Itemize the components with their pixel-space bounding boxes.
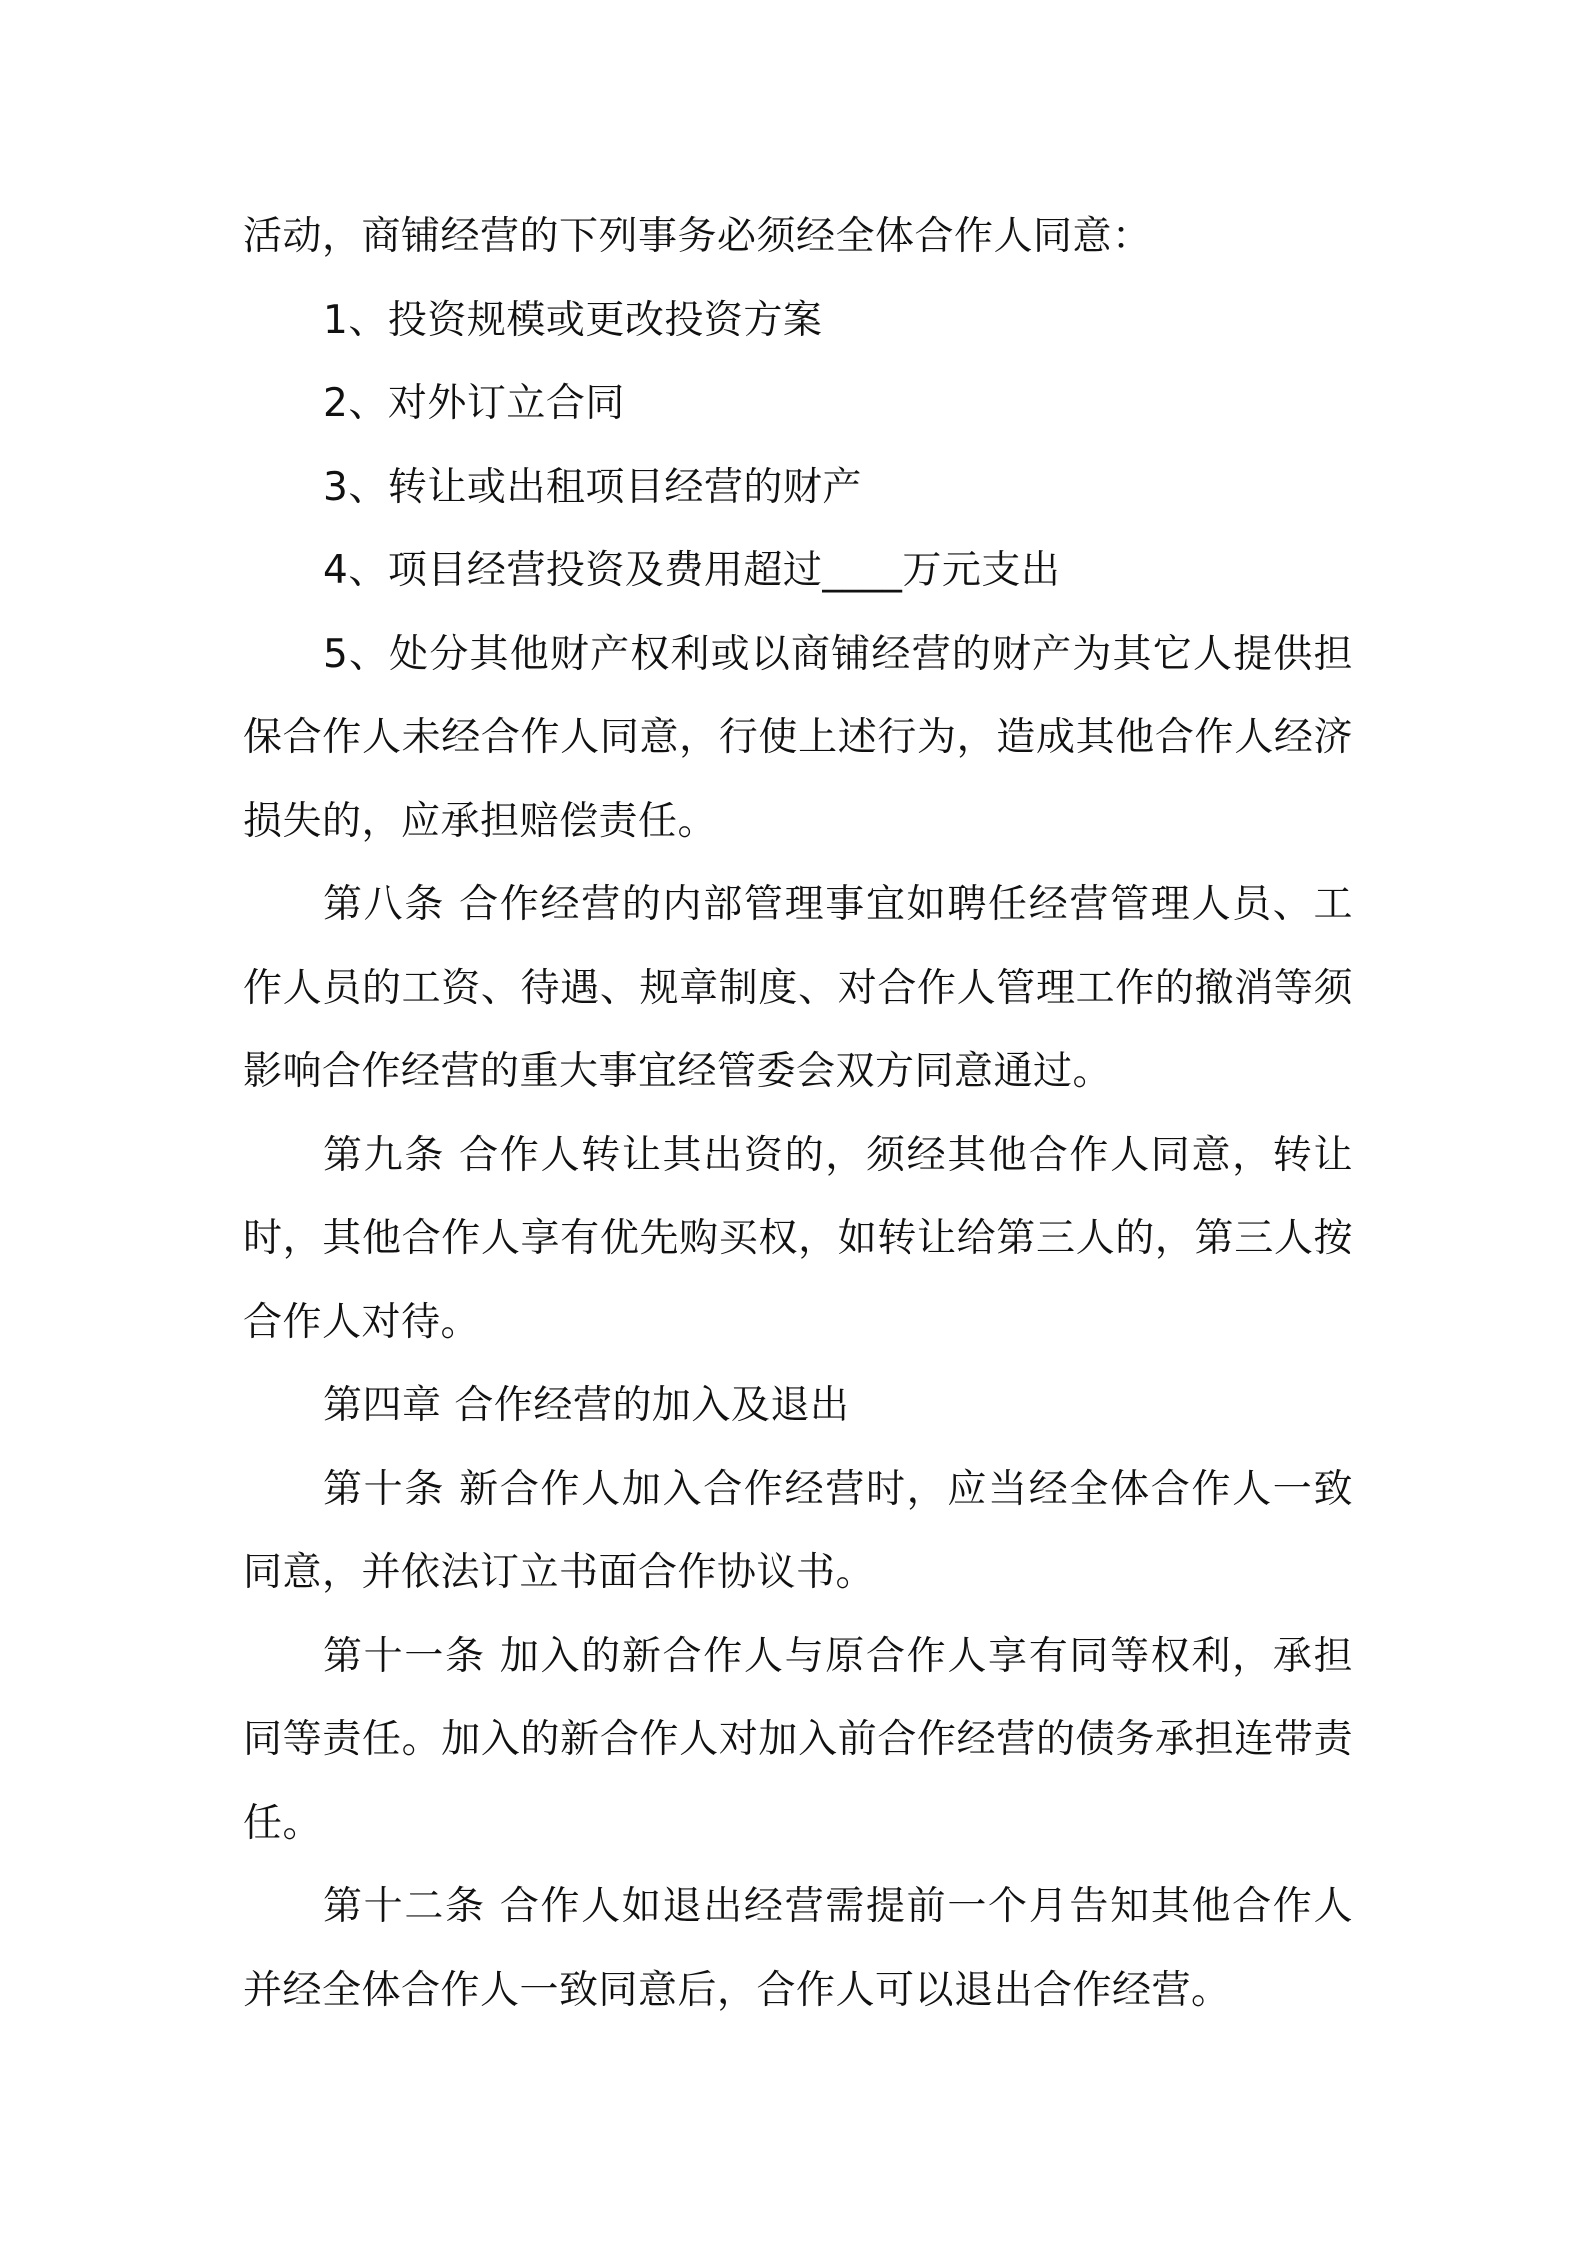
article-10: 第十条 新合作人加入合作经营时，应当经全体合作人一致同意，并依法订立书面合作协议书。 (243, 1466, 1353, 1595)
list-item-3: 3、转让或出租项目经营的财产 (323, 464, 862, 510)
list-item-5: 5、处分其他财产权利或以商铺经营的财产为其它人提供担保合作人未经合作人同意，行使上述行为，造成其他合作人经济损失的，应承担赔偿责任。 (243, 631, 1353, 844)
list-item-2: 2、对外订立合同 (323, 381, 625, 426)
document-body (243, 195, 1353, 2032)
article-9: 第九条 合作人转让其出资的，须经其他合作人同意，转让时，其他合作人享有优先购买权，如转让给第三人的，第三人按合作人对待。 (243, 1132, 1353, 1345)
paragraph-continuation: 活动，商铺经营的下列事务必须经全体合作人同意： (243, 214, 1152, 259)
chapter-4-heading: 第四章 合作经营的加入及退出 (323, 1383, 850, 1428)
article-11: 第十一条 加入的新合作人与原合作人享有同等权利，承担同等责任。加入的新合作人对加入前合作经营的债务承担连带责任。 (243, 1633, 1353, 1846)
list-item-1: 1、投资规模或更改投资方案 (323, 297, 823, 343)
article-12: 第十二条 合作人如退出经营需提前一个月告知其他合作人并经全体合作人一致同意后，合作人可以退出合作经营。 (243, 1884, 1353, 2013)
article-8: 第八条 合作经营的内部管理事宜如聘任经营管理人员、工作人员的工资、待遇、规章制度、对合作人管理工作的撤消等须影响合作经营的重大事宜经管委会双方同意通过。 (243, 882, 1353, 1094)
list-item-4: 4、项目经营投资及费用超过____万元支出 (323, 548, 1061, 593)
